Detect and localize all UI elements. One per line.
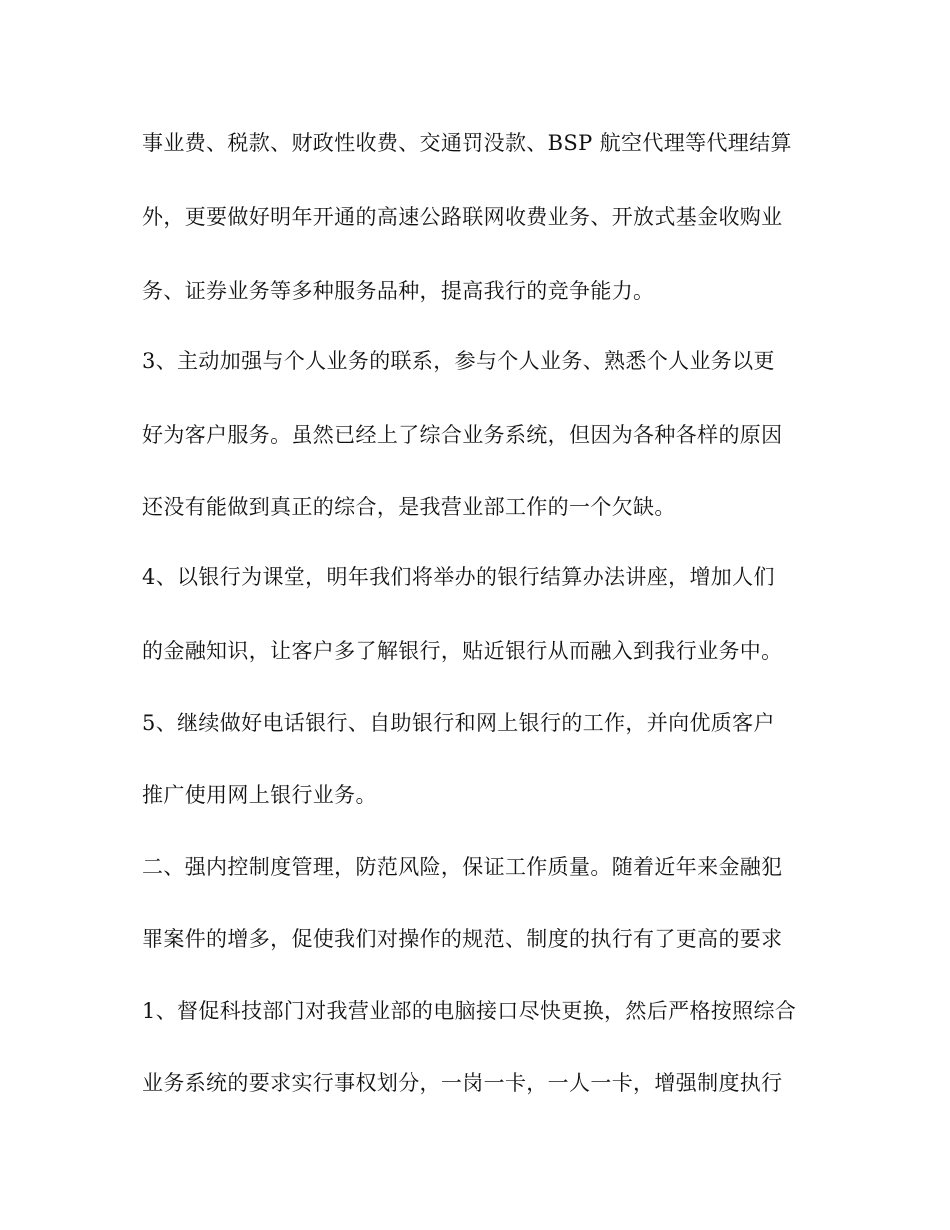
text-line: 务、证券业务等多种服务品种，提高我行的竞争能力。 [142,279,655,303]
text-line: 业务系统的要求实行事权划分，一岗一卡，一人一卡，增强制度执行 [142,1071,783,1095]
text-line: 好为客户服务。虽然已经上了综合业务系统，但因为各种各样的原因 [142,423,783,447]
text-line: 3、主动加强与个人业务的联系，参与个人业务、熟悉个人业务以更 [142,349,775,373]
text-line: 二、强内控制度管理，防范风险，保证工作质量。随着近年来金融犯 [142,855,783,879]
text-line: 4、以银行为课堂，明年我们将举办的银行结算办法讲座，增加人们 [142,565,775,589]
text-line: 罪案件的增多，促使我们对操作的规范、制度的执行有了更高的要求 [142,927,783,951]
text-line: 的金融知识，让客户多了解银行，贴近银行从而融入到我行业务中。 [142,639,783,663]
text-line: 1、督促科技部门对我营业部的电脑接口尽快更换，然后严格按照综合 [142,999,797,1023]
text-line: 推广使用网上银行业务。 [142,783,377,807]
text-line: 事业费、税款、财政性收费、交通罚没款、BSP 航空代理等代理结算 [142,131,792,155]
text-line: 外，更要做好明年开通的高速公路联网收费业务、开放式基金收购业 [142,205,783,229]
text-line: 还没有能做到真正的综合，是我营业部工作的一个欠缺。 [142,495,676,519]
text-line: 5、继续做好电话银行、自助银行和网上银行的工作，并向优质客户 [142,711,775,735]
